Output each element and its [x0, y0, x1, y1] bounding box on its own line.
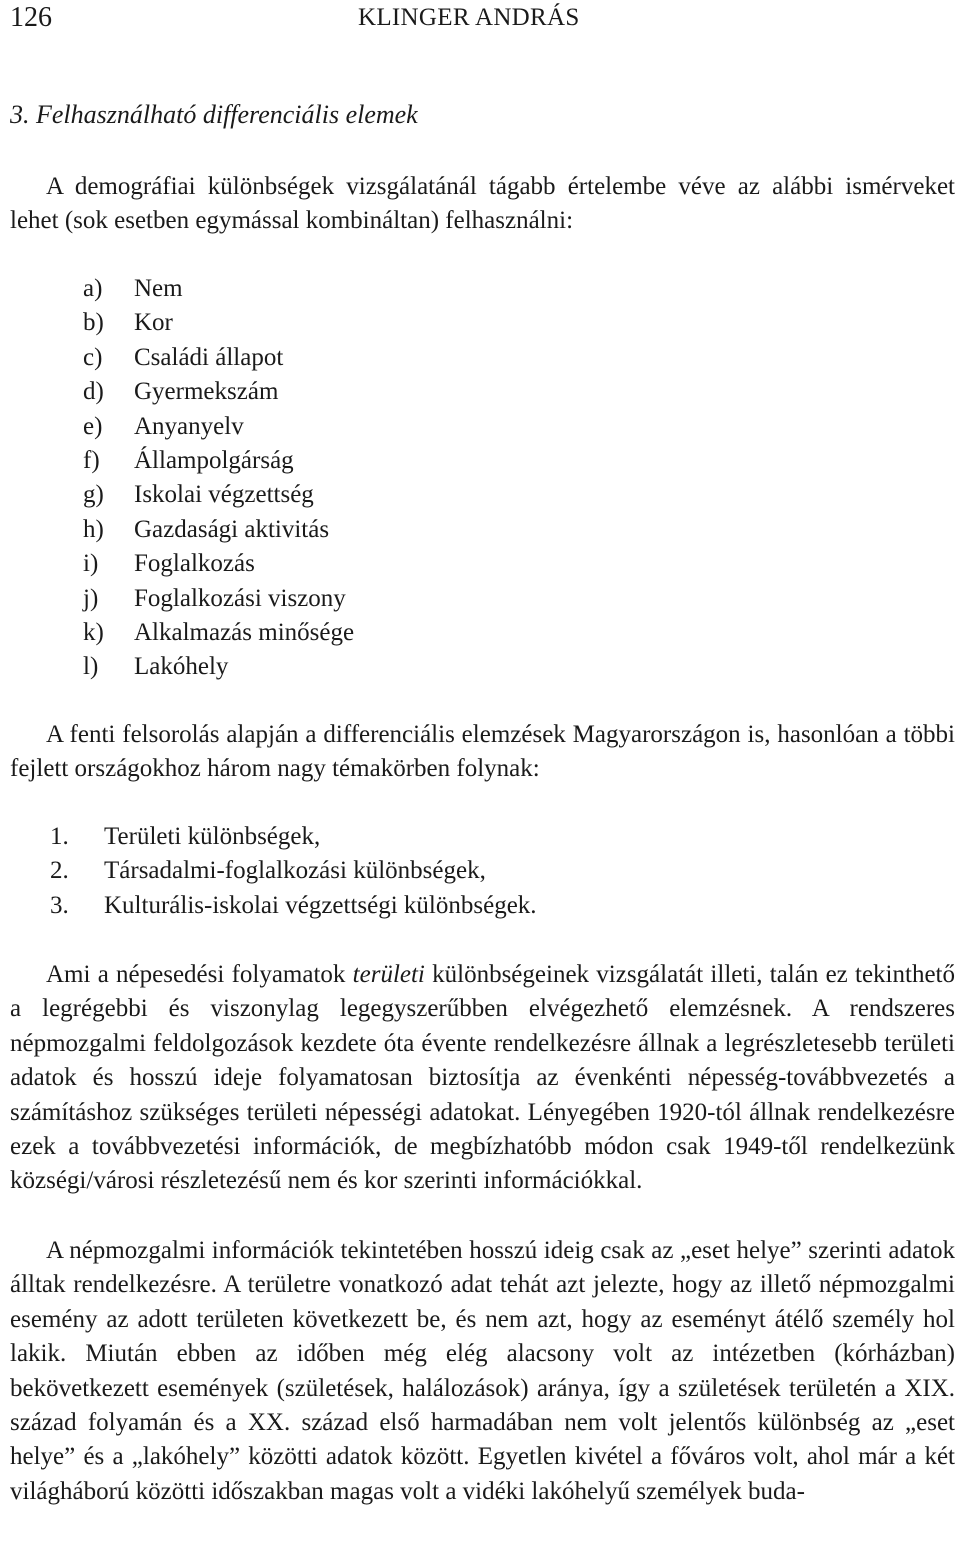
- list-marker: c): [83, 343, 103, 371]
- list-item-text: Foglalkozási viszony: [134, 584, 346, 612]
- list-item-text: Anyanyelv: [134, 412, 244, 440]
- list-item: [83, 513, 354, 547]
- intro-paragraph-text: A demográfiai különbségek vizsgálatánál tágabb értelembe véve az alábbi ismérveket lehet (sok esetben egymással kombináltan) felhasználni:: [10, 173, 955, 235]
- list-marker: 1.: [50, 823, 69, 850]
- list-marker: j): [83, 584, 99, 612]
- list-marker: a): [83, 275, 103, 302]
- topics-paragraph: [10, 718, 955, 787]
- list-item: [50, 889, 537, 923]
- body-text: Ami a népesedési folyamatok: [46, 961, 353, 988]
- list-marker: b): [83, 309, 104, 337]
- list-item: [83, 582, 354, 616]
- list-item: [83, 650, 354, 684]
- list-marker: i): [83, 550, 99, 578]
- list-marker: e): [83, 412, 103, 440]
- list-item-text: Nem: [134, 275, 183, 302]
- list-item-text: Gazdasági aktivitás: [134, 515, 330, 543]
- list-item: [83, 375, 354, 409]
- list-marker: f): [83, 447, 100, 475]
- list-item-text: Foglalkozás: [134, 550, 255, 578]
- body-paragraph-vital-events: [10, 1234, 955, 1509]
- list-item: [50, 854, 537, 888]
- list-item-text: Társadalmi-foglalkozási különbségek,: [104, 857, 486, 885]
- criteria-list: [83, 272, 354, 685]
- intro-paragraph: [10, 170, 955, 239]
- list-item-text: Területi különbségek,: [104, 823, 321, 850]
- body-text: különbségeinek vizsgálatát illeti, talán ez tekinthető a legrégebbi és viszonylag legegyszerűbben elvégezhető elemzésnek. A rendszeres népmozgalmi feldolgozások kezdete óta évente rendelkezésre állnak a legrészletesebb területi adatok és hosszú ideje folyamatosan biztosítja az évenkénti népesség-továbbvezetés a számításhoz szükséges területi népességi adatokat. Lényegében 1920-tól állnak rendelkezésre ezek a továbbvezetési információk, de megbízhatóbb módon csak 1949-től rendelkezünk községi/városi részletezésű nem és kor szerinti információkkal.: [10, 961, 955, 1195]
- page-header: [10, 2, 940, 38]
- list-marker: h): [83, 515, 104, 543]
- list-item: [83, 616, 354, 650]
- section-title: 3. Felhasználható differenciális elemek: [10, 100, 418, 129]
- body-text: A népmozgalmi információk tekintetében hosszú ideig csak az „eset helye” szerinti adatok álltak rendelkezésre. A területre vonatkozó adat tehát azt jelezte, hogy az illető népmozgalmi esemény az adott területen következett be, és nem azt, hogy az eseményt átélő személy hol lakik. Miután ebben az időben még elég alacsony volt az intézetben (kórházban) bekövetkezett események (születések, halálozások) aránya, így a születések területén a XIX. század folyamán és a XX. század első harmadában nem volt jelentős különbség az „eset helye” és a „lakóhely” közötti adatok között. Egyetlen kivétel a főváros volt, ahol már a két világháború közötti időszakban magas volt a vidéki lakóhelyű személyek buda-: [10, 1237, 955, 1505]
- list-item-text: Állampolgárság: [134, 447, 294, 475]
- page-number: 126: [10, 2, 52, 33]
- list-item: [83, 478, 354, 512]
- list-item-text: Családi állapot: [134, 343, 284, 371]
- list-item: [83, 341, 354, 375]
- list-item-text: Alkalmazás minősége: [134, 619, 355, 647]
- body-paragraph-territorial: [10, 958, 955, 1199]
- list-marker: 3.: [50, 891, 69, 919]
- list-item-text: Kulturális-iskolai végzettségi különbségek.: [104, 891, 537, 919]
- list-item-text: Iskolai végzettség: [134, 481, 314, 509]
- topics-list: [50, 820, 537, 923]
- list-item: [50, 820, 537, 854]
- emphasis-text: területi: [352, 961, 425, 988]
- list-item: [83, 272, 354, 306]
- list-marker: d): [83, 378, 104, 406]
- list-marker: g): [83, 481, 104, 509]
- list-item: [83, 547, 354, 581]
- list-item: [83, 444, 354, 478]
- list-item-text: Lakóhely: [134, 653, 229, 681]
- topics-paragraph-text: A fenti felsorolás alapján a differenciális elemzések Magyarországon is, hasonlóan a többi fejlett országokhoz három nagy témakörben folynak:: [10, 721, 955, 783]
- list-item-text: Gyermekszám: [134, 378, 279, 406]
- running-head: KLINGER ANDRÁS: [358, 4, 580, 31]
- list-marker: 2.: [50, 857, 69, 885]
- list-marker: l): [83, 653, 99, 681]
- list-item-text: Kor: [134, 309, 173, 337]
- list-item: [83, 410, 354, 444]
- list-marker: k): [83, 619, 104, 647]
- list-item: [83, 306, 354, 340]
